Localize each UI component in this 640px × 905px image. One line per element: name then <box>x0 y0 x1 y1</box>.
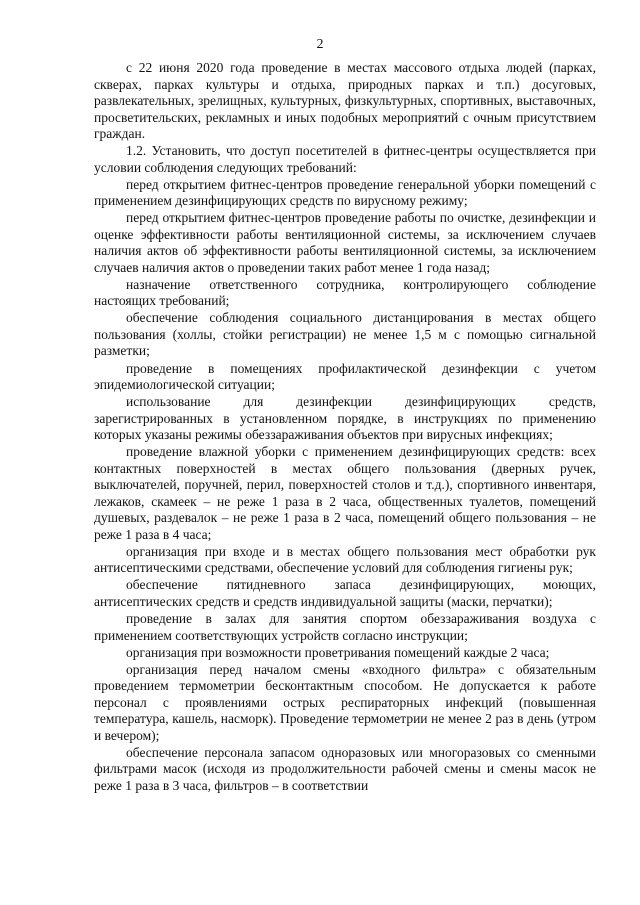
paragraph-wet-cleaning: проведение влажной уборки с применением дезинфицирующих средств: всех контактных поверхностей в местах общего пользования (дверных ручек, выключателей, поручней, перил, поверхностей столов и т.д.), спортивного инвентаря, лежаков, скамеек – не реже 1 раза в 2 часа, общественных туалетов, помещений душевых, раздевалок – не реже 1 раза в 2 часа, помещений общего пользования – не реже 1 раза в 4 часа; <box>94 444 596 542</box>
paragraph-disinfectants: использование для дезинфекции дезинфицирующих средств, зарегистрированных в установленном порядке, в инструкциях по применению которых указаны режимы обеззараживания объектов при вирусных инфекциях; <box>94 394 596 443</box>
paragraph-preventive-disinfection: проведение в помещениях профилактической дезинфекции с учетом эпидемиологической ситуации; <box>94 360 596 393</box>
paragraph-ventilation-airing: организация при возможности проветривания помещений каждые 2 часа; <box>126 644 550 660</box>
paragraph-hand-antiseptic: организация при входе и в местах общего пользования мест обработки рук антисептическими средствами, обеспечение условий для соблюдения гигиены рук; <box>94 543 596 576</box>
paragraph-section-1-2: 1.2. Установить, что доступ посетителей в фитнес-центры осуществляется при условии соблюдения следующих требований: <box>94 143 596 175</box>
paragraph-supply-reserve: обеспечение пятидневного запаса дезинфицирующих, моющих, антисептических средств и средств индивидуальной защиты (маски, перчатки); <box>94 577 596 609</box>
paragraph-masks: обеспечение персонала запасом одноразовых или многоразовых со сменными фильтрами масок (исходя из продолжительности рабочей смены и смены масок не реже 1 раза в 3 часа, фильтров – в соответствии <box>94 744 596 793</box>
document-body <box>94 60 596 795</box>
paragraph-mass-events: с 22 июня 2020 года проведение в местах массового отдыха людей (парках, скверах, парках культуры и отдыха, природных парках и т.п.) досуговых, развлекательных, зрелищных, культурных, физкультурных, спортивных, выставочных, просветительских, рекламных и иных подобных мероприятий с очным присутствием граждан. <box>94 60 596 141</box>
paragraph-social-distancing: обеспечение соблюдения социального дистанцирования в местах общего пользования (холлы, стойки регистрации) не менее 1,5 м с помощью сигнальной разметки; <box>94 310 596 359</box>
paragraph-air-disinfection: проведение в залах для занятия спортом обеззараживания воздуха с применением соответствующих устройств согласно инструкции; <box>94 611 596 643</box>
paragraph-entrance-filter: организация перед началом смены «входного фильтра» с обязательным проведением термометрии бесконтактным способом. Не допускается к работе персонал с проявлениями острых респираторных инфекций (повышенная температура, кашель, насморк). Проведение термометрии не менее 2 раз в день (утром и вечером); <box>94 661 596 743</box>
paragraph-responsible-employee: назначение ответственного сотрудника, контролирующего соблюдение настоящих требований; <box>94 276 596 309</box>
paragraph-general-cleaning: перед открытием фитнес-центров проведение генеральной уборки помещений с применением дезинфицирующих средств по вирусному режиму; <box>94 176 596 209</box>
page-number: 2 <box>316 37 324 52</box>
paragraph-ventilation: перед открытием фитнес-центров проведение работы по очистке, дезинфекции и оценке эффективности работы вентиляционной системы, за исключением случаев наличия актов об эффективности работы вентиляционной системы, за исключением случаев наличия актов о проведении таких работ менее 1 года назад; <box>94 210 596 275</box>
